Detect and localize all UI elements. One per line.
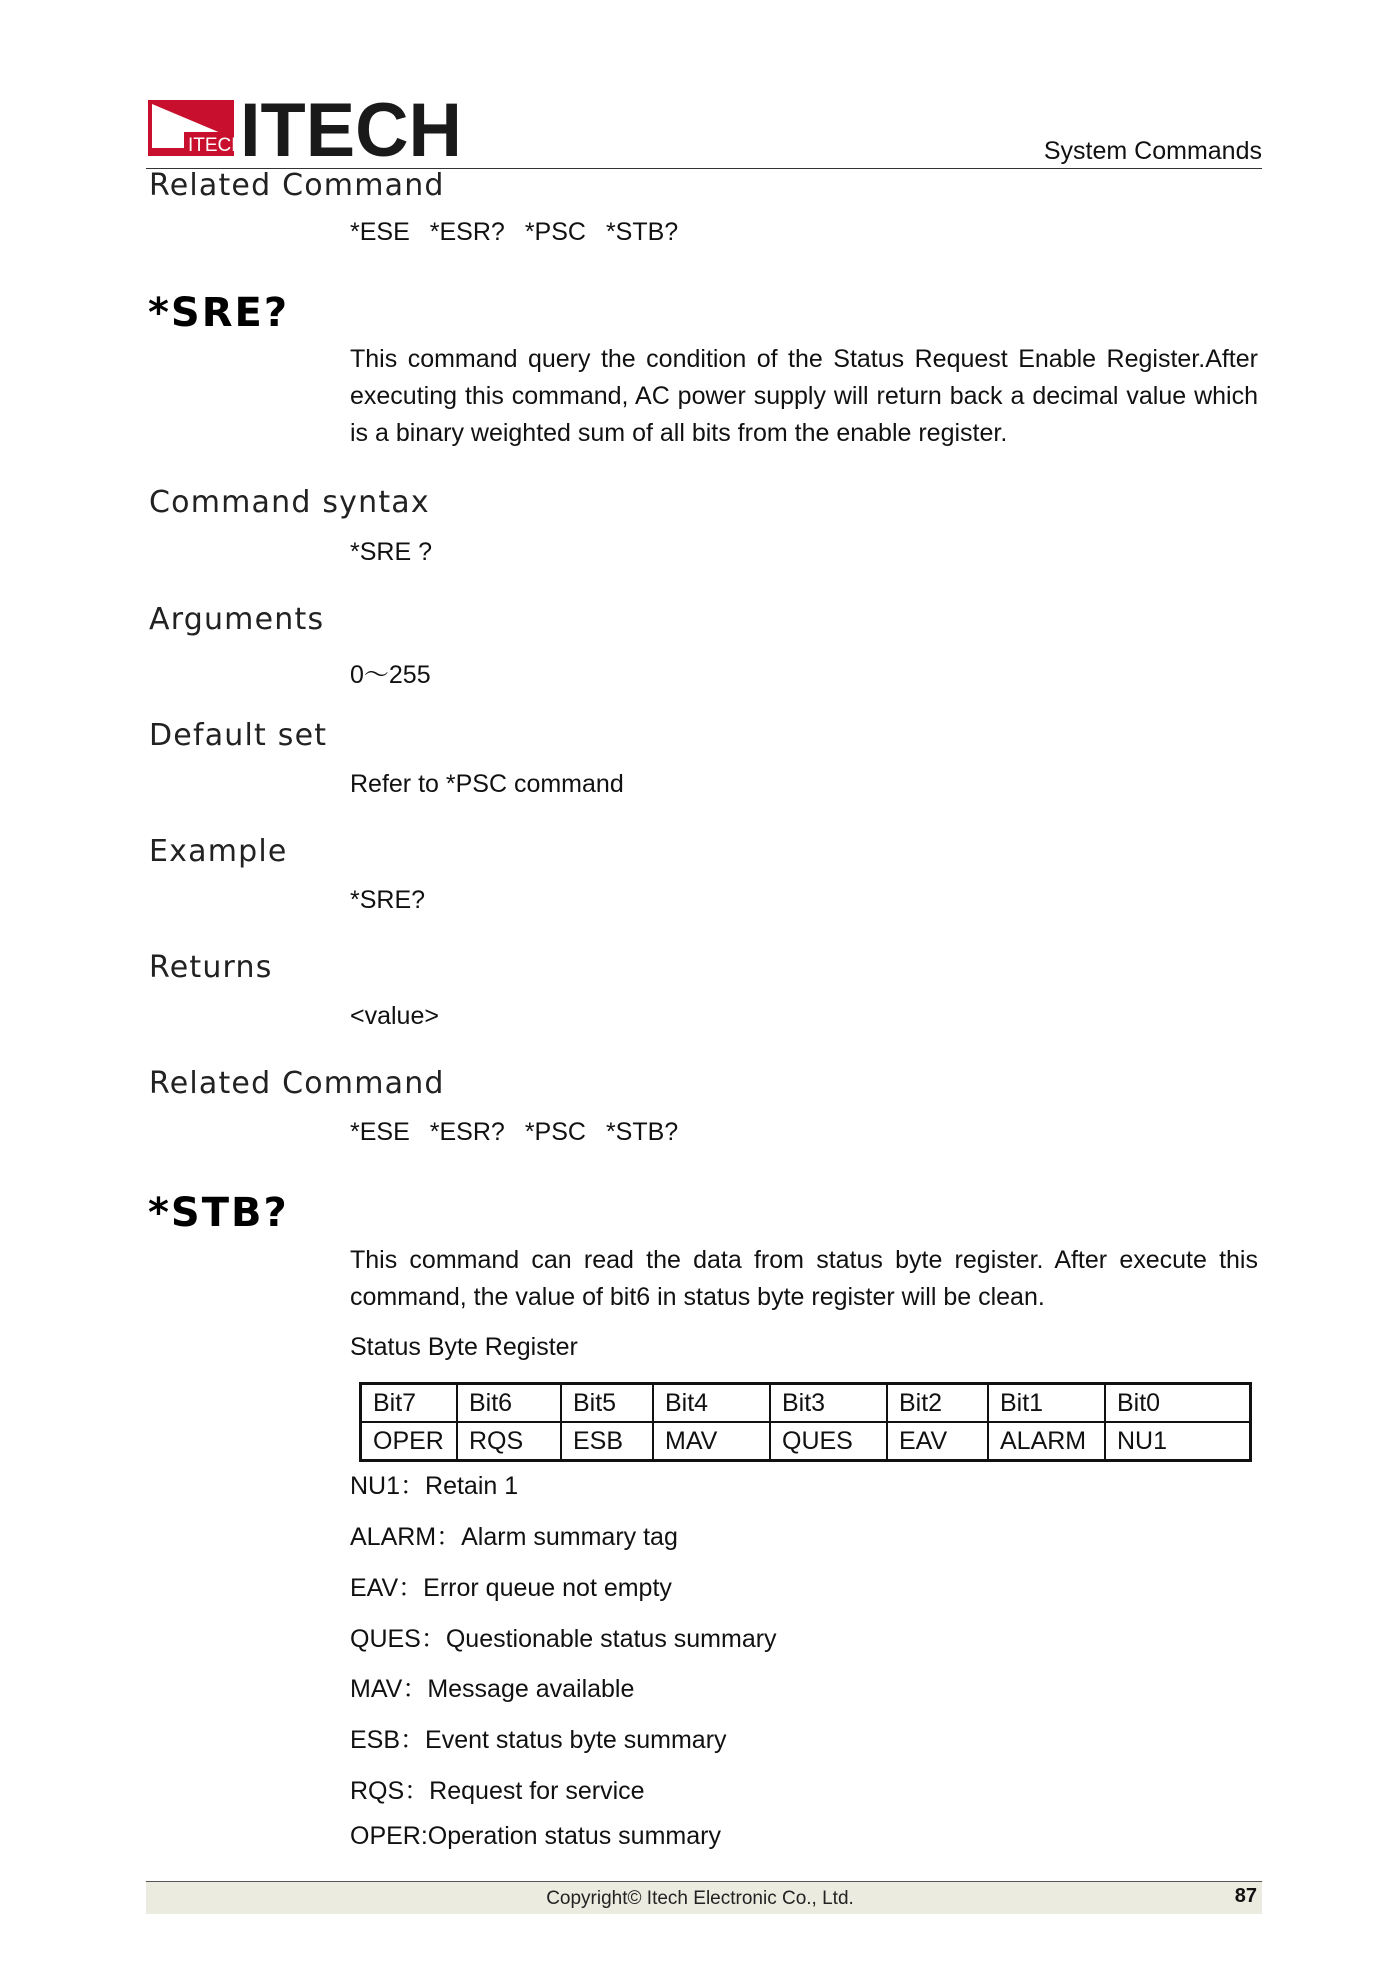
table-cell: ESB (561, 1422, 653, 1461)
bit-definition: QUES：Questionable status summary (350, 1625, 777, 1653)
table-cell: Bit0 (1105, 1384, 1251, 1423)
related-commands (350, 1118, 698, 1147)
related-command-label-top: Related Command (149, 168, 445, 203)
table-row-bits (361, 1384, 1251, 1423)
table-cell: Bit2 (887, 1384, 988, 1423)
syntax-label: Command syntax (149, 485, 430, 520)
table-row-names (361, 1422, 1251, 1461)
arguments-value: 0～255 (350, 661, 431, 689)
table-cell: RQS (457, 1422, 561, 1461)
table-cell: ALARM (988, 1422, 1105, 1461)
stb-description: This command can read the data from status byte register. After execute this command, the value of bit6 in status byte register will be clean. (350, 1246, 1258, 1311)
bit-definition: OPER:Operation status summary (350, 1822, 721, 1850)
table-cell: Bit7 (361, 1384, 458, 1423)
table-cell: QUES (770, 1422, 887, 1461)
returns-value: <value> (350, 1002, 439, 1030)
bit-definition: RQS：Request for service (350, 1777, 645, 1805)
table-cell: Bit3 (770, 1384, 887, 1423)
bit-definition: MAV：Message available (350, 1675, 635, 1703)
related-command: *ESR? (429, 218, 505, 246)
bit-definition: ESB：Event status byte summary (350, 1726, 727, 1754)
itech-logo (148, 96, 462, 160)
related-commands-top (350, 218, 698, 247)
stb-command-title: *STB? (148, 1190, 289, 1236)
related-command: *ESR? (429, 1118, 505, 1146)
related-command: *ESE (350, 1118, 410, 1146)
table-cell: Bit1 (988, 1384, 1105, 1423)
table-cell: EAV (887, 1422, 988, 1461)
default-set-value: Refer to *PSC command (350, 770, 624, 798)
status-byte-caption: Status Byte Register (350, 1333, 578, 1361)
table-cell: Bit5 (561, 1384, 653, 1423)
arguments-label: Arguments (149, 602, 325, 637)
related-command: *PSC (524, 218, 586, 246)
bit-definition: NU1：Retain 1 (350, 1472, 519, 1500)
logo-small-text: ITECH (188, 135, 245, 156)
syntax-value: *SRE ? (350, 538, 432, 566)
example-label: Example (149, 834, 288, 869)
page-number: 87 (1234, 1885, 1257, 1907)
logo-wordmark: ITECH (240, 96, 462, 160)
table-cell: NU1 (1105, 1422, 1251, 1461)
sre-description: This command query the condition of the Status Request Enable Register.After executing this command, AC power supply will return back a decimal value which is a binary weighted sum of all bits from the enable register. (350, 345, 1258, 447)
header-section-title: System Commands (1043, 137, 1262, 165)
example-value: *SRE? (350, 886, 426, 914)
default-set-label: Default set (149, 718, 328, 753)
bit-definition: ALARM：Alarm summary tag (350, 1523, 678, 1551)
sre-command-title: *SRE? (148, 290, 290, 336)
bit-definition: EAV：Error queue not empty (350, 1574, 672, 1602)
related-command: *STB? (605, 218, 679, 246)
table-cell: Bit4 (653, 1384, 770, 1423)
related-command-label: Related Command (149, 1066, 445, 1101)
returns-label: Returns (149, 950, 273, 985)
footer-copyright: Copyright© Itech Electronic Co., Ltd. (546, 1888, 854, 1909)
related-command: *PSC (524, 1118, 586, 1146)
table-cell: Bit6 (457, 1384, 561, 1423)
status-byte-table (359, 1382, 1252, 1462)
table-cell: OPER (361, 1422, 458, 1461)
related-command: *STB? (605, 1118, 679, 1146)
table-cell: MAV (653, 1422, 770, 1461)
related-command: *ESE (350, 218, 410, 246)
